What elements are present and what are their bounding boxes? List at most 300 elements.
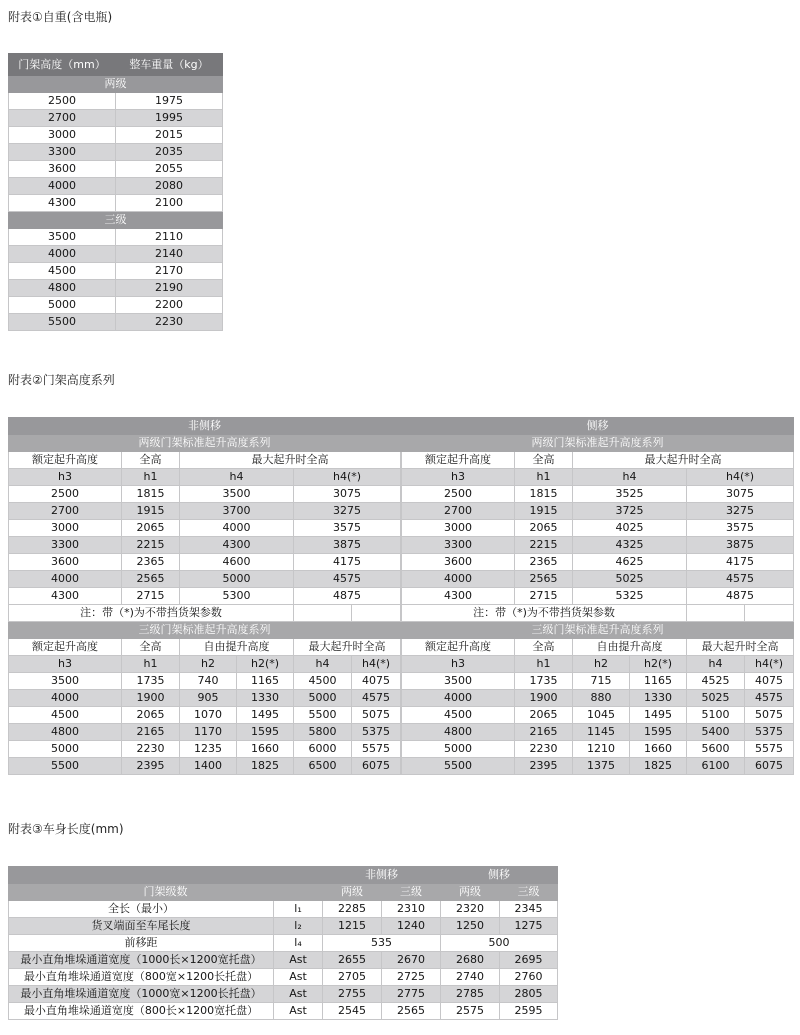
cell: 4000 — [402, 690, 515, 707]
cell: 6075 — [352, 758, 401, 775]
cell: 4575 — [294, 571, 401, 588]
cell: 1400 — [180, 758, 237, 775]
cell: 3275 — [294, 503, 401, 520]
cell: 2705 — [323, 969, 382, 986]
cell: 3075 — [687, 486, 794, 503]
cell: 5100 — [687, 707, 745, 724]
shift-band-row — [9, 418, 401, 435]
cell: 1825 — [630, 758, 687, 775]
cell: 905 — [180, 690, 237, 707]
sub-header: h4 — [180, 469, 294, 486]
sub-header: h1 — [515, 656, 573, 673]
sub-header: h4(*) — [745, 656, 794, 673]
cell: 1330 — [630, 690, 687, 707]
table-row — [9, 195, 223, 212]
cell: 1070 — [180, 707, 237, 724]
sub-header-row — [9, 656, 401, 673]
cell: 3575 — [294, 520, 401, 537]
group-header: 最大起升时全高 — [294, 639, 401, 656]
cell: 5000 — [294, 690, 352, 707]
cell: 3000 — [402, 520, 515, 537]
sub-header: h4 — [294, 656, 352, 673]
row-symbol: l₁ — [274, 901, 323, 918]
cell: 2655 — [323, 952, 382, 969]
cell: 1495 — [237, 707, 294, 724]
cell: 2740 — [441, 969, 500, 986]
table-row — [402, 707, 794, 724]
group-header: 全高 — [122, 452, 180, 469]
cell: 3575 — [687, 520, 794, 537]
cell: 4300 — [180, 537, 294, 554]
cell: 2345 — [500, 901, 558, 918]
table-row — [402, 724, 794, 741]
cell: 4800 — [9, 724, 122, 741]
note-row — [402, 605, 794, 622]
sub-header: h1 — [122, 656, 180, 673]
col-header-truck-weight: 整车重量（kg） — [116, 54, 223, 76]
cell: 2395 — [122, 758, 180, 775]
table-row — [9, 673, 401, 690]
table-row — [9, 144, 223, 161]
table-row — [9, 503, 401, 520]
table-row — [9, 901, 558, 918]
cell: 880 — [573, 690, 630, 707]
table-row — [9, 263, 223, 280]
table-row — [9, 724, 401, 741]
cell: 5500 — [294, 707, 352, 724]
cell: 3700 — [180, 503, 294, 520]
series-band: 两级门架标准起升高度系列 — [9, 435, 401, 452]
table-row — [402, 690, 794, 707]
sub-header: h3 — [9, 469, 122, 486]
cell: 4175 — [687, 554, 794, 571]
cell: 2365 — [122, 554, 180, 571]
sub-header-row — [402, 656, 794, 673]
group-header-row — [9, 639, 401, 656]
cell: 5325 — [573, 588, 687, 605]
cell: 5800 — [294, 724, 352, 741]
row-label: 全长（最小） — [9, 901, 274, 918]
row-symbol: l₄ — [274, 935, 323, 952]
table-row — [402, 758, 794, 775]
cell: 2565 — [382, 1003, 441, 1020]
cell: 4175 — [294, 554, 401, 571]
table-row — [9, 229, 223, 246]
cell: 2670 — [382, 952, 441, 969]
table-row — [9, 520, 401, 537]
group-header-row — [9, 452, 401, 469]
cell: 3300 — [9, 537, 122, 554]
table-mast-heights — [8, 417, 792, 775]
cell: 1375 — [573, 758, 630, 775]
cell: 1815 — [122, 486, 180, 503]
cell: 4500 — [294, 673, 352, 690]
table-row — [9, 758, 401, 775]
empty-cell — [745, 605, 794, 622]
cell: 5400 — [687, 724, 745, 741]
sub-header: h1 — [515, 469, 573, 486]
cell: 4875 — [687, 588, 794, 605]
table-row — [402, 520, 794, 537]
cell: 3500 — [9, 673, 122, 690]
cell: 2715 — [515, 588, 573, 605]
sub-header: h4(*) — [687, 469, 794, 486]
cell: 715 — [573, 673, 630, 690]
cell: 3275 — [687, 503, 794, 520]
cell: 2785 — [441, 986, 500, 1003]
table-row — [9, 127, 223, 144]
cell: 3300 — [402, 537, 515, 554]
row-symbol: Ast — [274, 1003, 323, 1020]
cell: 2725 — [382, 969, 441, 986]
row-label: 前移距 — [9, 935, 274, 952]
table-row — [9, 969, 558, 986]
row-label: 货叉端面至车尾长度 — [9, 918, 274, 935]
table-row — [9, 161, 223, 178]
cell: 4500 — [9, 707, 122, 724]
table-row — [9, 707, 401, 724]
table3-body — [9, 901, 558, 1020]
row-symbol: Ast — [274, 986, 323, 1003]
table-row — [402, 673, 794, 690]
cell: 2715 — [122, 588, 180, 605]
cell: 4075 — [745, 673, 794, 690]
cell: 2565 — [122, 571, 180, 588]
sub-header: h3 — [402, 469, 515, 486]
group-header: 最大起升时全高 — [573, 452, 794, 469]
cell: 2695 — [500, 952, 558, 969]
table-sideshift-half — [401, 417, 794, 775]
cell: 5575 — [352, 741, 401, 758]
cell: 4325 — [573, 537, 687, 554]
cell: 4025 — [573, 520, 687, 537]
shift-band-row — [402, 418, 794, 435]
cell: 5500 — [9, 314, 116, 331]
cell: 1170 — [180, 724, 237, 741]
cell: 4300 — [402, 588, 515, 605]
col-header-two-stage: 两级 — [441, 884, 500, 901]
table-non-sideshift-half — [8, 417, 401, 775]
cell: 2065 — [515, 520, 573, 537]
cell: 4500 — [9, 263, 116, 280]
col-group-non-sideshift: 非侧移 — [323, 867, 441, 884]
table-row — [9, 297, 223, 314]
cell: 2065 — [515, 707, 573, 724]
sub-header: h4 — [573, 469, 687, 486]
row-label: 最小直角堆垛通道宽度（1000宽×1200长托盘） — [9, 986, 274, 1003]
cell: 2365 — [515, 554, 573, 571]
cell: 5000 — [9, 297, 116, 314]
cell: 1915 — [515, 503, 573, 520]
series-band-row — [402, 435, 794, 452]
cell: 740 — [180, 673, 237, 690]
shift-band: 侧移 — [402, 418, 794, 435]
cell: 2575 — [441, 1003, 500, 1020]
cell: 1045 — [573, 707, 630, 724]
cell: 6075 — [745, 758, 794, 775]
cell: 2395 — [515, 758, 573, 775]
sub-header: h4(*) — [294, 469, 401, 486]
row-symbol: Ast — [274, 969, 323, 986]
cell: 2035 — [116, 144, 223, 161]
cell: 2100 — [116, 195, 223, 212]
col-header-three-stage: 三级 — [382, 884, 441, 901]
cell: 2200 — [116, 297, 223, 314]
cell: 4000 — [9, 571, 122, 588]
col-header-mast-stages: 门架级数 — [9, 884, 323, 901]
cell: 2285 — [323, 901, 382, 918]
note-text: 注：带（*)为不带挡货架参数 — [9, 605, 294, 622]
table1-title: 附表①自重(含电瓶) — [8, 10, 113, 24]
cell: 4000 — [180, 520, 294, 537]
cell: 3075 — [294, 486, 401, 503]
cell: 1145 — [573, 724, 630, 741]
table-row — [9, 1003, 558, 1020]
cell: 3000 — [9, 127, 116, 144]
cell: 2140 — [116, 246, 223, 263]
series-band: 三级门架标准起升高度系列 — [9, 622, 401, 639]
table-row — [9, 935, 558, 952]
cell: 1660 — [630, 741, 687, 758]
cell: 6500 — [294, 758, 352, 775]
col-header-mast-height: 门架高度（mm） — [9, 54, 116, 76]
series-band-row — [9, 435, 401, 452]
cell: 5600 — [687, 741, 745, 758]
table1-header-row — [9, 54, 223, 76]
cell: 1995 — [116, 110, 223, 127]
cell: 1660 — [237, 741, 294, 758]
cell: 1595 — [630, 724, 687, 741]
cell: 2500 — [402, 486, 515, 503]
row-label: 最小直角堆垛通道宽度（800长×1200宽托盘） — [9, 1003, 274, 1020]
sub-header: h4 — [687, 656, 745, 673]
note-text: 注：带（*)为不带挡货架参数 — [402, 605, 687, 622]
cell: 4300 — [9, 195, 116, 212]
cell: 4575 — [352, 690, 401, 707]
cell: 2805 — [500, 986, 558, 1003]
table-row — [9, 588, 401, 605]
mast-level-band: 三级 — [9, 212, 223, 229]
table-row — [9, 178, 223, 195]
cell: 4500 — [402, 707, 515, 724]
table-row — [9, 554, 401, 571]
cell: 2775 — [382, 986, 441, 1003]
table-row — [402, 741, 794, 758]
cell: 2565 — [515, 571, 573, 588]
cell: 1165 — [237, 673, 294, 690]
cell: 1215 — [323, 918, 382, 935]
table-row — [9, 93, 223, 110]
cell: 2230 — [116, 314, 223, 331]
cell: 4625 — [573, 554, 687, 571]
cell: 5300 — [180, 588, 294, 605]
table3-top-header-row — [9, 867, 558, 884]
cell: 4525 — [687, 673, 745, 690]
sub-header: h2(*) — [237, 656, 294, 673]
series-band: 三级门架标准起升高度系列 — [402, 622, 794, 639]
sub-header: h4(*) — [352, 656, 401, 673]
empty-cell — [687, 605, 745, 622]
cell: 4000 — [9, 178, 116, 195]
cell: 5025 — [573, 571, 687, 588]
cell: 5500 — [402, 758, 515, 775]
cell: 4000 — [9, 690, 122, 707]
table-row — [9, 918, 558, 935]
cell: 4075 — [352, 673, 401, 690]
cell: 4875 — [294, 588, 401, 605]
sub-header: h3 — [402, 656, 515, 673]
shift-band: 非侧移 — [9, 418, 401, 435]
cell: 3500 — [180, 486, 294, 503]
cell: 3725 — [573, 503, 687, 520]
cell: 3500 — [9, 229, 116, 246]
group-header: 全高 — [122, 639, 180, 656]
row-label: 最小直角堆垛通道宽度（1000长×1200宽托盘） — [9, 952, 274, 969]
table1-body — [9, 76, 223, 331]
table-row — [402, 588, 794, 605]
cell: 2500 — [9, 486, 122, 503]
cell: 2165 — [515, 724, 573, 741]
group-header: 自由提升高度 — [180, 639, 294, 656]
cell: 3525 — [573, 486, 687, 503]
table-row — [9, 571, 401, 588]
cell: 2230 — [122, 741, 180, 758]
group-header-row — [402, 639, 794, 656]
cell: 2080 — [116, 178, 223, 195]
cell: 2545 — [323, 1003, 382, 1020]
col-group-sideshift: 侧移 — [441, 867, 558, 884]
empty-cell — [352, 605, 401, 622]
table-row — [9, 486, 401, 503]
cell: 5375 — [745, 724, 794, 741]
table-row — [9, 986, 558, 1003]
sub-header: h2(*) — [630, 656, 687, 673]
group-header: 额定起升高度 — [9, 639, 122, 656]
sub-header: h2 — [180, 656, 237, 673]
cell: 4000 — [402, 571, 515, 588]
sub-header-row — [9, 469, 401, 486]
cell: 4800 — [402, 724, 515, 741]
cell: 5075 — [745, 707, 794, 724]
cell: 3875 — [294, 537, 401, 554]
cell: 1495 — [630, 707, 687, 724]
table-row — [9, 537, 401, 554]
table-row — [402, 537, 794, 554]
cell: 1975 — [116, 93, 223, 110]
group-header: 最大起升时全高 — [180, 452, 401, 469]
cell: 4600 — [180, 554, 294, 571]
table3-title: 附表③车身长度(mm) — [8, 822, 124, 836]
cell: 3600 — [402, 554, 515, 571]
cell: 2065 — [122, 707, 180, 724]
cell: 2110 — [116, 229, 223, 246]
cell: 2700 — [9, 110, 116, 127]
cell: 1735 — [515, 673, 573, 690]
cell: 5500 — [9, 758, 122, 775]
cell: 2700 — [402, 503, 515, 520]
table-row — [402, 571, 794, 588]
cell: 5075 — [352, 707, 401, 724]
corner-cell — [9, 867, 323, 884]
cell: 2170 — [116, 263, 223, 280]
cell: 3875 — [687, 537, 794, 554]
cell: 500 — [441, 935, 558, 952]
series-band-row — [402, 622, 794, 639]
table-row — [9, 280, 223, 297]
table-row — [9, 110, 223, 127]
cell: 1240 — [382, 918, 441, 935]
cell: 2215 — [515, 537, 573, 554]
cell: 2165 — [122, 724, 180, 741]
col-header-two-stage: 两级 — [323, 884, 382, 901]
table-row — [9, 741, 401, 758]
cell: 2230 — [515, 741, 573, 758]
table-body-length — [8, 866, 558, 1020]
cell: 4300 — [9, 588, 122, 605]
cell: 1235 — [180, 741, 237, 758]
cell: 2320 — [441, 901, 500, 918]
cell: 2055 — [116, 161, 223, 178]
series-band: 两级门架标准起升高度系列 — [402, 435, 794, 452]
row-symbol: Ast — [274, 952, 323, 969]
group-header: 额定起升高度 — [402, 639, 515, 656]
table-self-weight — [8, 53, 223, 331]
cell: 4000 — [9, 246, 116, 263]
cell: 3600 — [9, 161, 116, 178]
cell: 1210 — [573, 741, 630, 758]
row-label: 最小直角堆垛通道宽度（800宽×1200长托盘） — [9, 969, 274, 986]
cell: 3500 — [402, 673, 515, 690]
table-row — [402, 503, 794, 520]
cell: 1900 — [122, 690, 180, 707]
table-row — [402, 486, 794, 503]
group-header: 全高 — [515, 639, 573, 656]
cell: 4575 — [687, 571, 794, 588]
table-row — [9, 952, 558, 969]
group-header: 全高 — [515, 452, 573, 469]
table-row — [9, 690, 401, 707]
cell: 2680 — [441, 952, 500, 969]
table-row — [9, 246, 223, 263]
cell: 1915 — [122, 503, 180, 520]
mast-level-band-row — [9, 76, 223, 93]
cell: 5025 — [687, 690, 745, 707]
cell: 5000 — [402, 741, 515, 758]
table2-title: 附表②门架高度系列 — [8, 373, 115, 387]
cell: 2065 — [122, 520, 180, 537]
group-header-row — [402, 452, 794, 469]
cell: 2215 — [122, 537, 180, 554]
row-symbol: l₂ — [274, 918, 323, 935]
cell: 1250 — [441, 918, 500, 935]
cell: 5575 — [745, 741, 794, 758]
sub-header-row — [402, 469, 794, 486]
cell: 3000 — [9, 520, 122, 537]
cell: 6000 — [294, 741, 352, 758]
cell: 2310 — [382, 901, 441, 918]
cell: 5000 — [180, 571, 294, 588]
cell: 535 — [323, 935, 441, 952]
cell: 4575 — [745, 690, 794, 707]
cell: 5375 — [352, 724, 401, 741]
cell: 2760 — [500, 969, 558, 986]
sub-header: h3 — [9, 656, 122, 673]
cell: 2700 — [9, 503, 122, 520]
cell: 1825 — [237, 758, 294, 775]
cell: 1330 — [237, 690, 294, 707]
group-header: 最大起升时全高 — [687, 639, 794, 656]
col-header-three-stage: 三级 — [500, 884, 558, 901]
